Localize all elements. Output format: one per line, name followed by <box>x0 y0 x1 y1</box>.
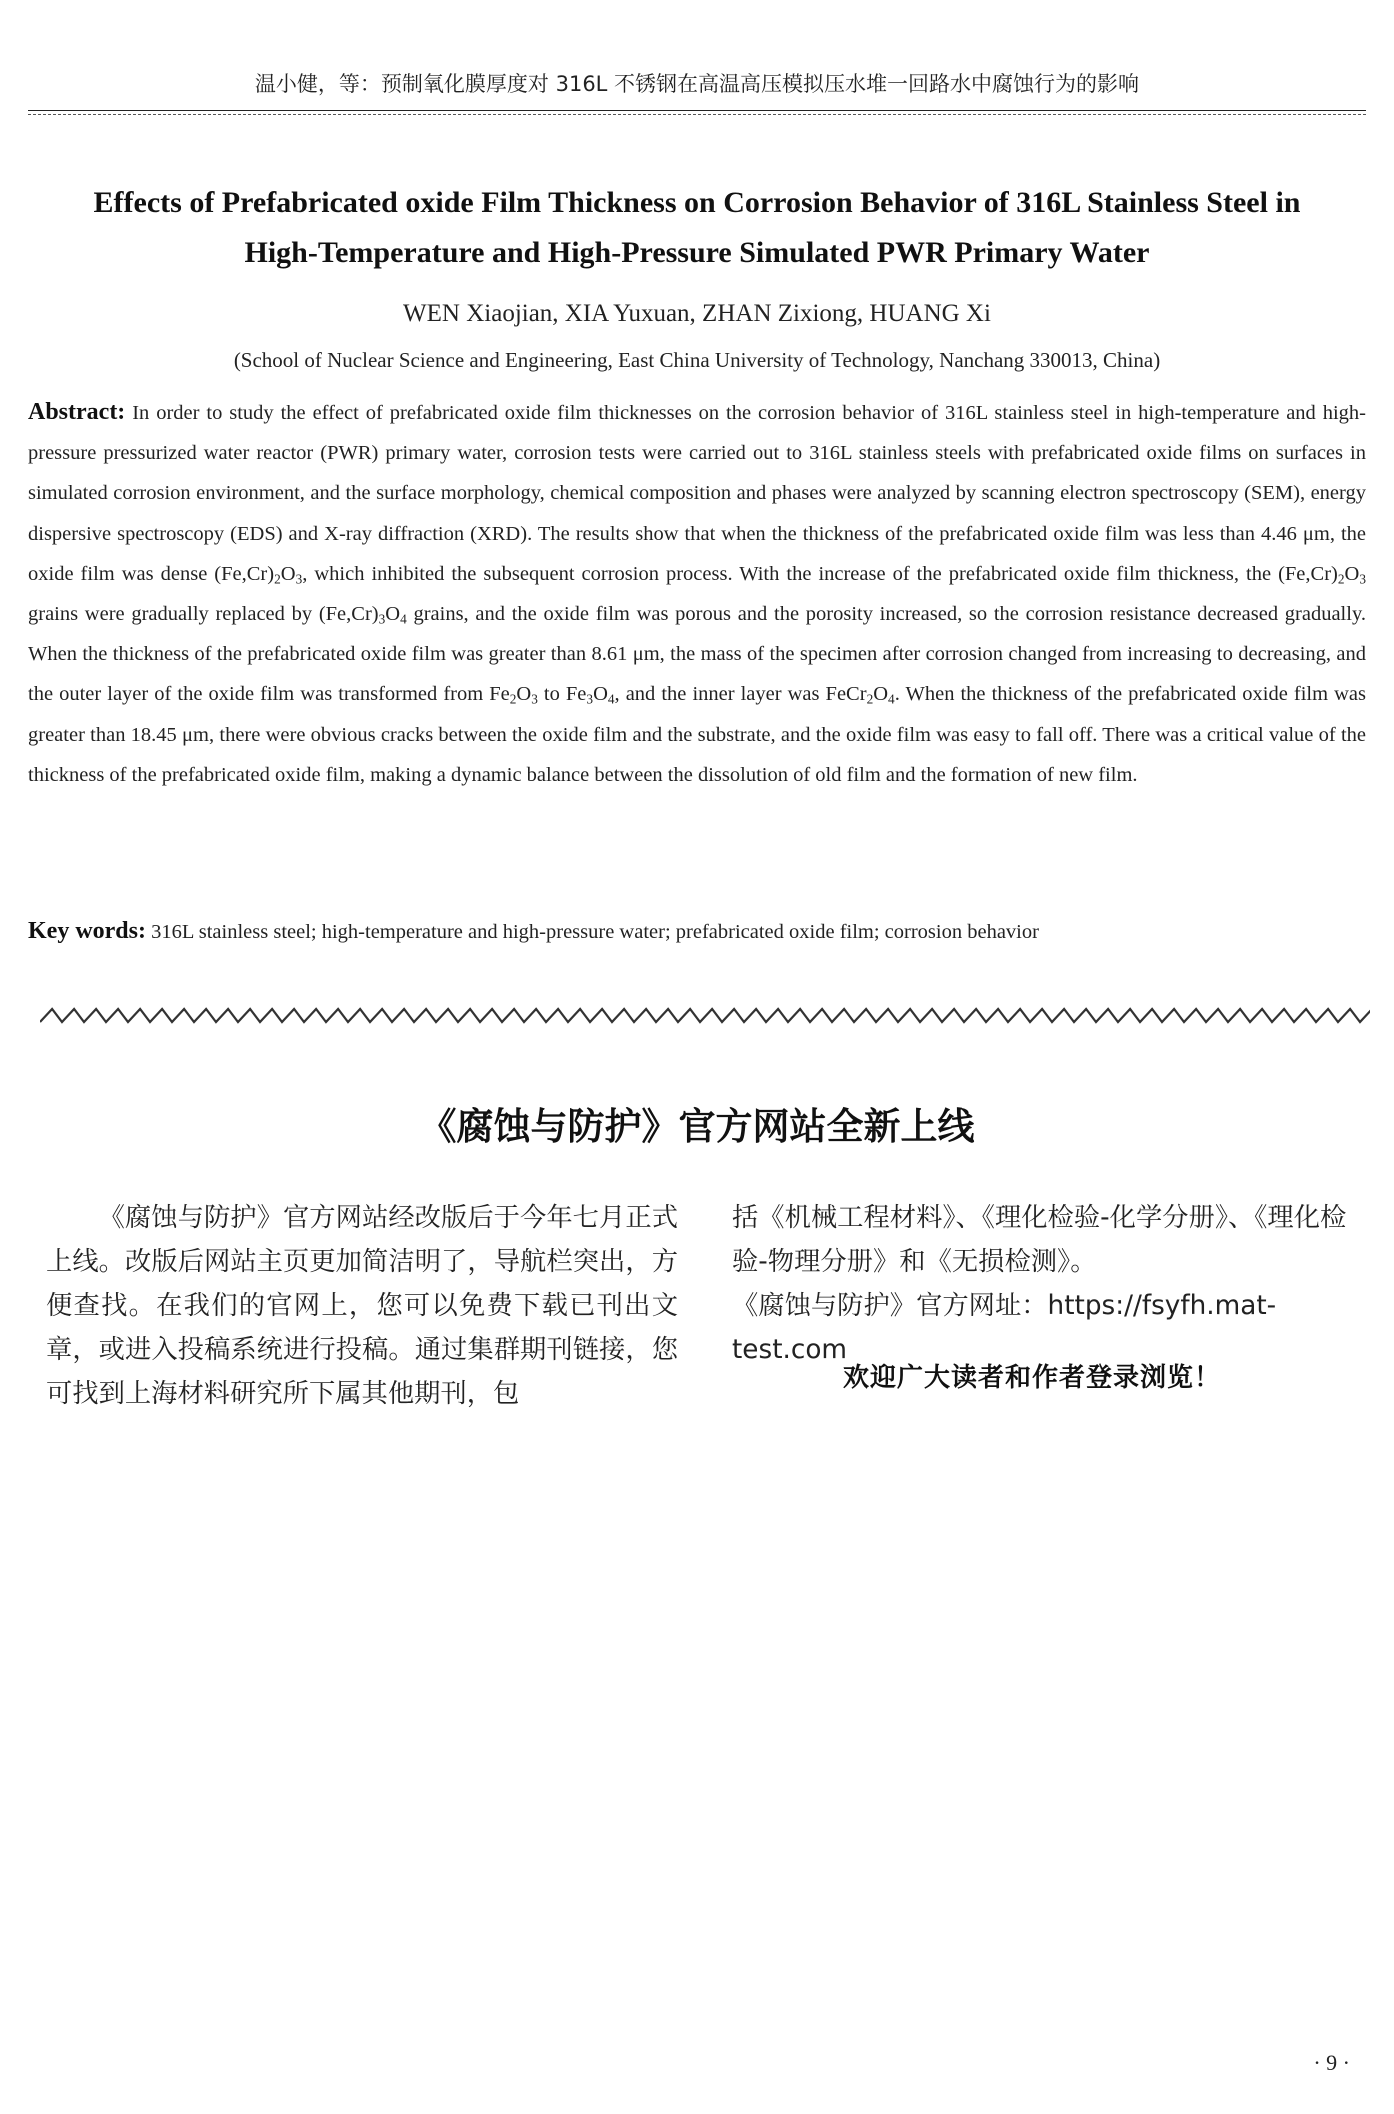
sub-3e: 3 <box>586 691 594 707</box>
zigzag-divider <box>40 1006 1370 1026</box>
page-number: · 9 · <box>1313 2050 1350 2075</box>
sub-2d: 2 <box>866 691 874 707</box>
notice-right-text: 括《机械工程材料》、《理化检验-化学分册》、《理化检验-物理分册》和《无损检测》。 <box>732 1203 1347 1277</box>
sub-4c: 4 <box>888 691 895 707</box>
notice-right-column <box>732 1196 1382 1372</box>
sub-2c: 2 <box>509 691 517 707</box>
header-dashed-rule <box>28 114 1366 115</box>
abstract-text-1: In order to study the effect of prefabricated oxide film thicknesses on the corrosion behavior of 316L stainless steel in high-temperature and high-pressure pressurized water reactor (PWR) primary water, corrosion tests were carried out to 316L stainless steels with prefabricated oxide films on surfaces in simulated corrosion environment, and the surface morphology, chemical composition and phases were analyzed by scanning electron spectroscopy (SEM), energy dispersive spectroscopy (EDS) and X-ray diffraction (XRD). The results show that when the thickness of the prefabricated oxide film was less than 4.46 μm, the oxide film was dense (Fe,Cr) <box>28 402 1367 585</box>
sub-4a: 4 <box>400 611 407 627</box>
abstract-label: Abstract: <box>28 399 126 425</box>
abstract-text-7: grains, and the oxide film was porous and the porosity increased, so the corrosion resistance decreased gradually. When the thickness of the prefabricated oxide film was greater than 8.61 μm, the mass of the specimen after corrosion changed from increasing to decreasing, and the outer layer of the oxide film was transformed from Fe <box>28 603 1366 706</box>
sub-3d: 3 <box>531 691 538 707</box>
abstract-text-12: O <box>873 683 889 706</box>
notice-left-column: 《腐蚀与防护》官方网站经改版后于今年七月正式上线。改版后网站主页更加简洁明了，导航栏突出，方便查找。在我们的官网上，您可以免费下载已刊出文章，或进入投稿系统进行投稿。通过集群期刊链接，您可找到上海材料研究所下属其他期刊，包 <box>46 1203 678 1409</box>
notice-welcome: 欢迎广大读者和作者登录浏览！ <box>842 1363 1221 1393</box>
sub-2a: 2 <box>274 571 281 587</box>
sub-3c: 3 <box>378 611 386 627</box>
paper-authors: WEN Xiaojian, XIA Yuxuan, ZHAN Zixiong, HUANG Xi <box>403 300 991 327</box>
abstract-text-5: grains were gradually replaced by (Fe,Cr) <box>28 603 379 626</box>
abstract-text-2: O <box>280 562 296 585</box>
abstract-text-6: O <box>385 603 401 626</box>
sub-2b: 2 <box>1337 571 1345 587</box>
keywords-text: 316L stainless steel; high-temperature and high-pressure water; prefabricated oxide film; corrosion behavior <box>151 921 1039 943</box>
paper-title-line-2: High-Temperature and High-Pressure Simulated PWR Primary Water <box>244 236 1150 269</box>
sub-4b: 4 <box>607 691 615 707</box>
abstract-text-11: , and the inner layer was FeCr <box>614 683 867 706</box>
sub-3b: 3 <box>1359 571 1366 587</box>
paper-title-line-1: Effects of Prefabricated oxide Film Thickness on Corrosion Behavior of 316L Stainless Steel in <box>93 186 1301 219</box>
keywords <box>28 918 1366 945</box>
abstract-text-13: . When the thickness of the prefabricated oxide film was greater than 18.45 μm, there were obvious cracks between the oxide film and the substrate, and the oxide film was easy to fall off. There was a critical value of the thickness of the prefabricated oxide film, making a dynamic balance between the dissolution of old film and the formation of new film. <box>28 683 1366 786</box>
header-rule <box>28 110 1366 111</box>
paper-affiliation: (School of Nuclear Science and Engineering, East China University of Technology, Nanchang 330013, China) <box>233 348 1161 372</box>
abstract-text-3: , which inhibited the subsequent corrosion process. With the increase of the prefabricated oxide film thickness, the (Fe,Cr) <box>302 562 1338 585</box>
abstract-text-4: O <box>1344 562 1360 585</box>
running-header: 温小健，等：预制氧化膜厚度对 316L 不锈钢在高温高压模拟压水堆一回路水中腐蚀行为的影响 <box>254 72 1140 96</box>
abstract-text-10: O <box>593 683 608 706</box>
sub-3a: 3 <box>295 571 303 587</box>
keywords-label: Key words: <box>28 918 146 944</box>
abstract <box>28 392 1366 795</box>
abstract-text-9: to Fe <box>537 683 587 706</box>
abstract-text-8: O <box>516 683 532 706</box>
notice-website: 《腐蚀与防护》官方网址：https://fsyfh.mat-test.com <box>732 1291 1277 1365</box>
notice-title: 《腐蚀与防护》官方网站全新上线 <box>419 1104 975 1148</box>
paper-title <box>28 178 1366 278</box>
